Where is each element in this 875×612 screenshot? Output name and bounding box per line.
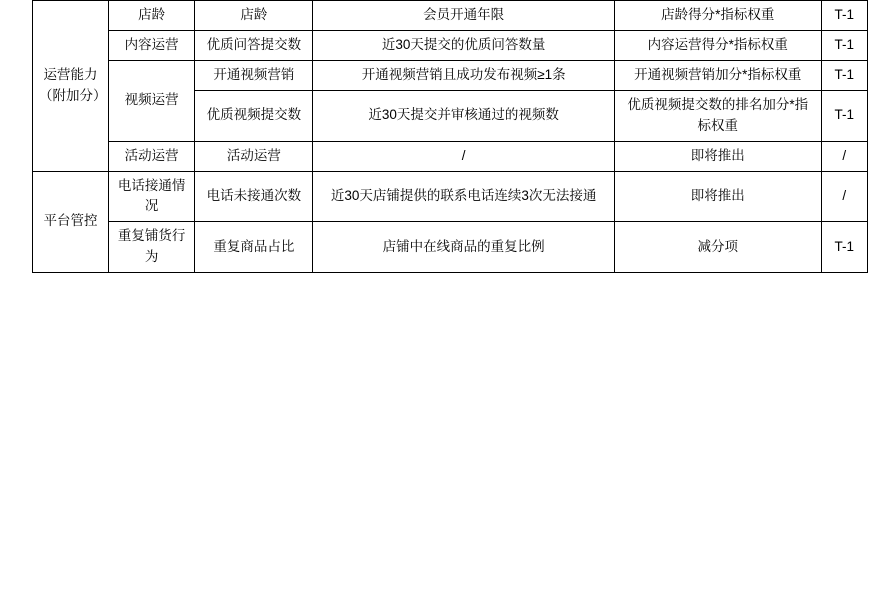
scoring-criteria-table [32,0,868,273]
level-cell: T-1 [821,30,867,60]
scoring-cell: 减分项 [614,222,821,273]
indicator-cell: 店龄 [195,1,313,31]
indicator-cell: 重复商品占比 [195,222,313,273]
indicator-group-cell: 视频运营 [108,60,194,141]
description-cell: 店铺中在线商品的重复比例 [313,222,615,273]
description-cell: 近30天店铺提供的联系电话连续3次无法接通 [313,171,615,222]
indicator-cell: 开通视频营销 [195,60,313,90]
table-row [33,1,868,31]
level-cell: / [821,141,867,171]
scoring-cell: 即将推出 [614,171,821,222]
table-row [33,141,868,171]
table-row [33,30,868,60]
level-cell: T-1 [821,90,867,141]
indicator-group-cell: 电话接通情况 [108,171,194,222]
scoring-cell: 开通视频营销加分*指标权重 [614,60,821,90]
indicator-group-cell: 店龄 [108,1,194,31]
level-cell: T-1 [821,60,867,90]
indicator-group-cell: 内容运营 [108,30,194,60]
dimension-cell: 运营能力（附加分） [33,1,109,172]
description-cell: 开通视频营销且成功发布视频≥1条 [313,60,615,90]
description-cell: 会员开通年限 [313,1,615,31]
indicator-cell: 电话未接通次数 [195,171,313,222]
indicator-cell: 优质视频提交数 [195,90,313,141]
dimension-cell: 平台管控 [33,171,109,273]
indicator-cell: 优质问答提交数 [195,30,313,60]
level-cell: T-1 [821,222,867,273]
description-cell: 近30天提交并审核通过的视频数 [313,90,615,141]
indicator-group-cell: 活动运营 [108,141,194,171]
indicator-group-cell: 重复铺货行为 [108,222,194,273]
scoring-cell: 店龄得分*指标权重 [614,1,821,31]
description-cell: / [313,141,615,171]
scoring-cell: 即将推出 [614,141,821,171]
table-row [33,60,868,90]
table-row [33,171,868,222]
table-row [33,222,868,273]
scoring-cell: 内容运营得分*指标权重 [614,30,821,60]
level-cell: T-1 [821,1,867,31]
description-cell: 近30天提交的优质问答数量 [313,30,615,60]
indicator-cell: 活动运营 [195,141,313,171]
scoring-cell: 优质视频提交数的排名加分*指标权重 [614,90,821,141]
level-cell: / [821,171,867,222]
